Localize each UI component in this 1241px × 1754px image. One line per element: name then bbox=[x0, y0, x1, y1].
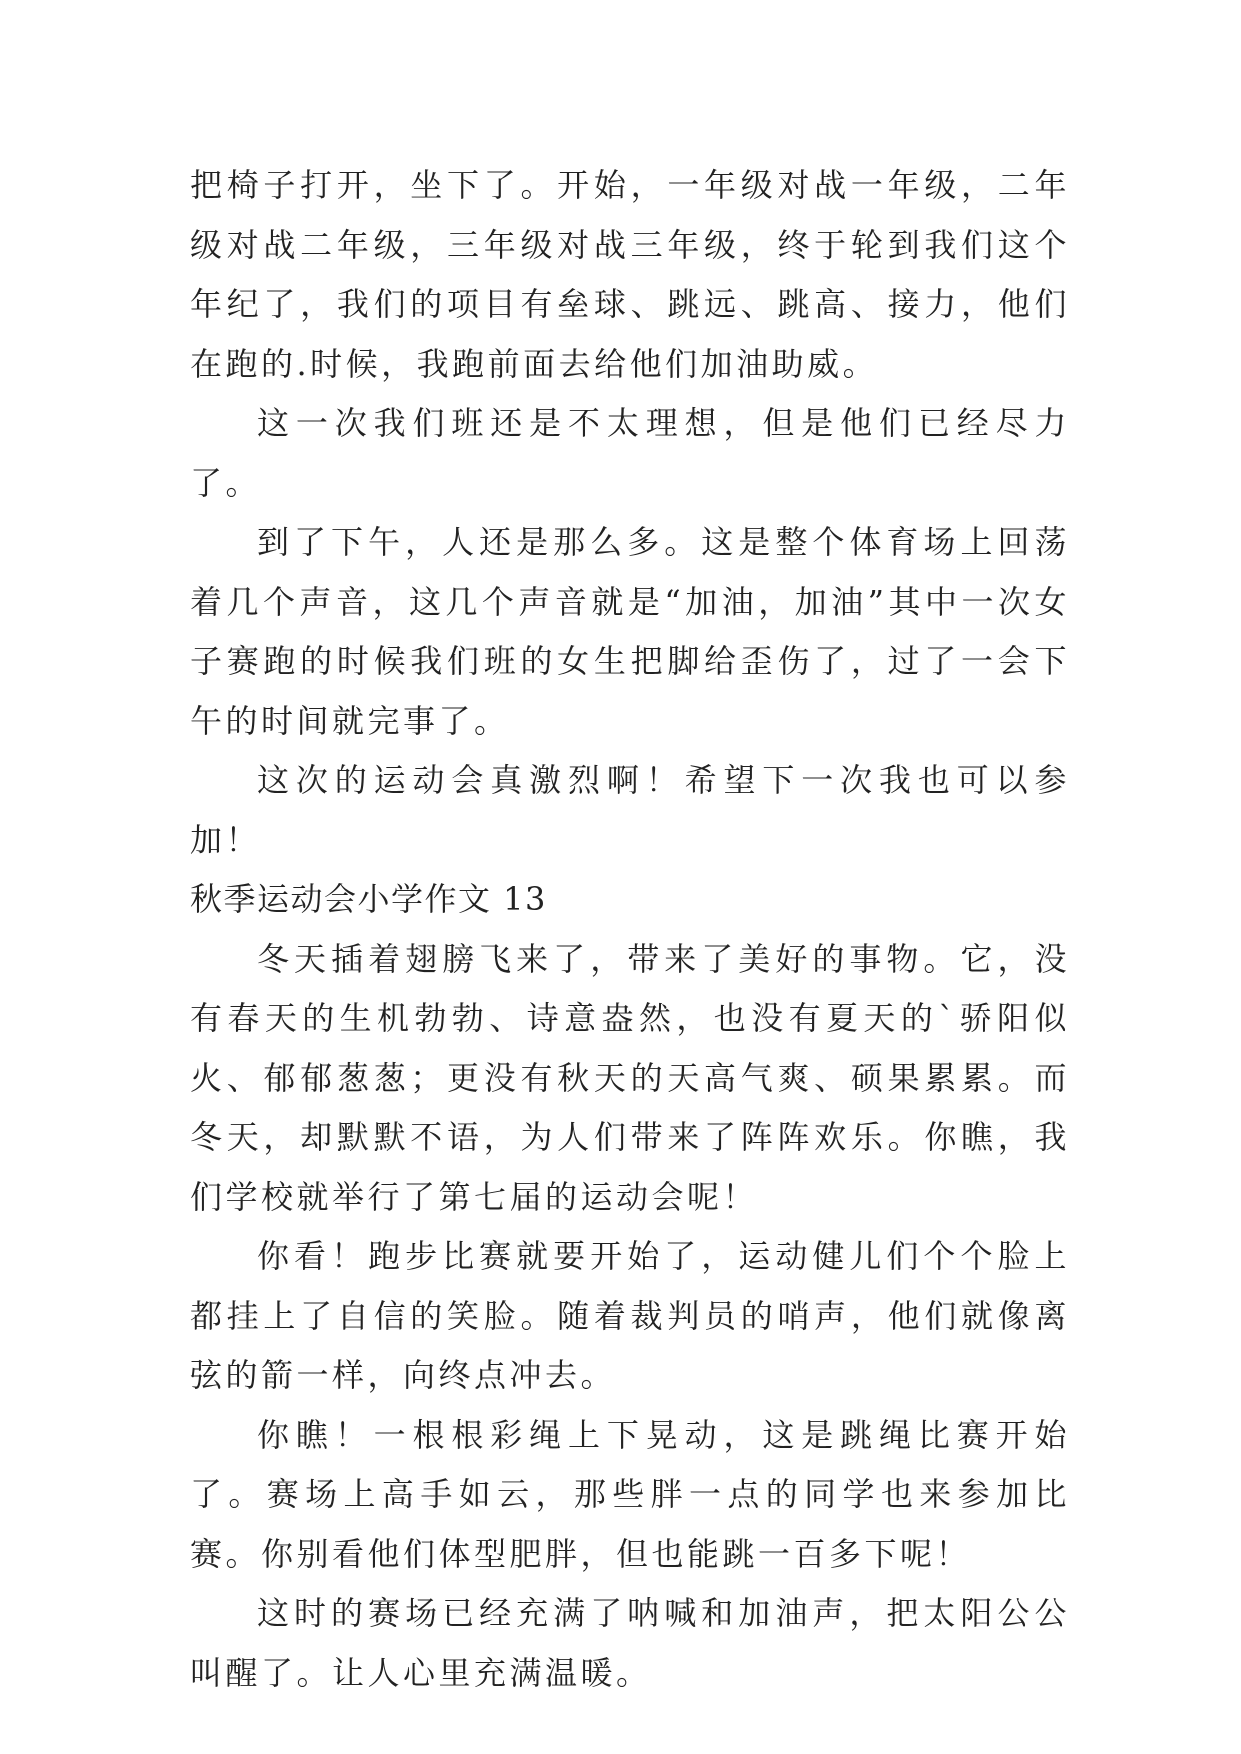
document-body bbox=[190, 156, 1070, 1703]
paragraph: 把椅子打开，坐下了。开始，一年级对战一年级，二年级对战二年级，三年级对战三年级，终于轮到我们这个年纪了，我们的项目有垒球、跳远、跳高、接力，他们在跑的.时候，我跑前面去给他们加油助威。 bbox=[190, 166, 1070, 383]
paragraph: 这一次我们班还是不太理想，但是他们已经尽力了。 bbox=[190, 404, 1070, 502]
section-title: 秋季运动会小学作文 13 bbox=[190, 880, 547, 918]
paragraph: 冬天插着翅膀飞来了，带来了美好的事物。它，没有春天的生机勃勃、诗意盎然，也没有夏天的`骄阳似火、郁郁葱葱；更没有秋天的天高气爽、硕果累累。而冬天，却默默不语，为人们带来了阵阵欢乐。你瞧，我们学校就举行了第七届的运动会呢！ bbox=[190, 939, 1070, 1216]
paragraph: 你瞧！一根根彩绳上下晃动，这是跳绳比赛开始了。赛场上高手如云，那些胖一点的同学也来参加比赛。你别看他们体型肥胖，但也能跳一百多下呢！ bbox=[190, 1415, 1070, 1573]
paragraph: 你看！跑步比赛就要开始了，运动健儿们个个脸上都挂上了自信的笑脸。随着裁判员的哨声，他们就像离弦的箭一样，向终点冲去。 bbox=[190, 1237, 1070, 1394]
paragraph: 这次的运动会真激烈啊！希望下一次我也可以参加！ bbox=[190, 761, 1070, 859]
paragraph: 这时的赛场已经充满了呐喊和加油声，把太阳公公叫醒了。让人心里充满温暖。 bbox=[190, 1594, 1070, 1692]
paragraph: 到了下午，人还是那么多。这是整个体育场上回荡着几个声音，这几个声音就是“加油，加油”其中一次女子赛跑的时候我们班的女生把脚给歪伤了，过了一会下午的时间就完事了。 bbox=[190, 523, 1070, 740]
